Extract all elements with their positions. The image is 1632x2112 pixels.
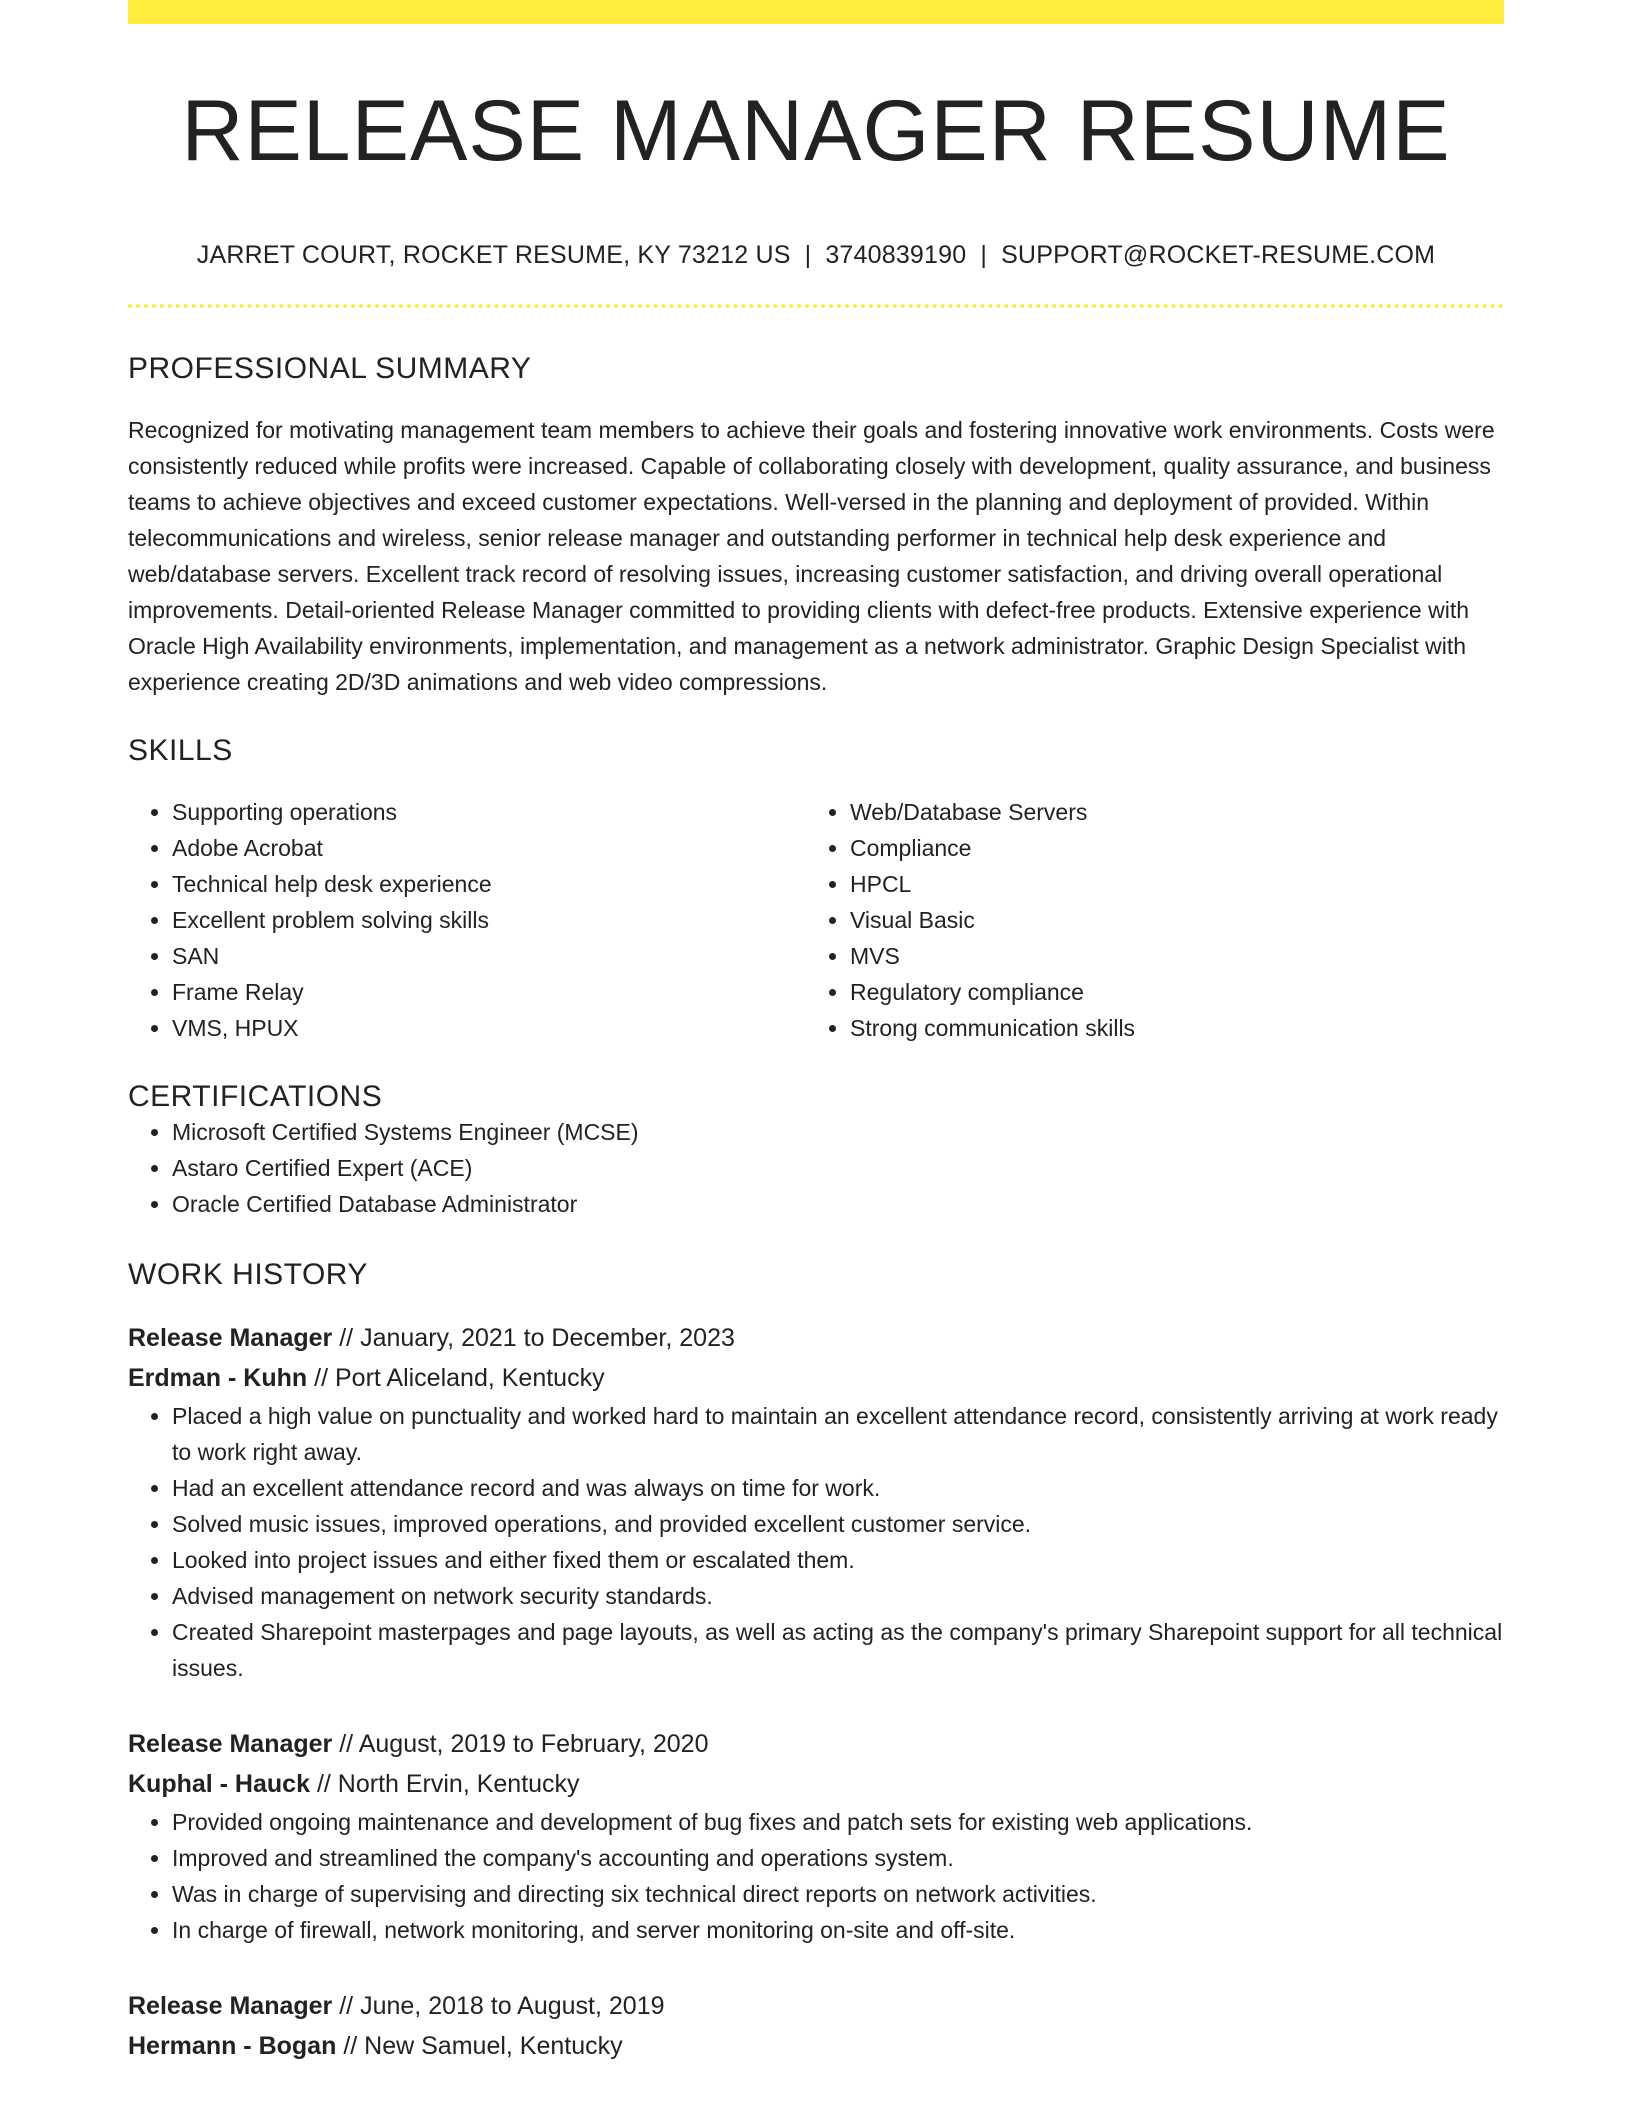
list-item: • Web/Database Servers bbox=[850, 794, 1484, 830]
list-item: • VMS, HPUX bbox=[172, 1010, 806, 1046]
job-separator: // bbox=[339, 1729, 354, 1758]
job-duty: • Advised management on network security standards. bbox=[172, 1578, 1504, 1614]
list-item: • HPCL bbox=[850, 866, 1484, 902]
job-duties-list bbox=[128, 1398, 1504, 1686]
job-duty: • Improved and streamlined the company's accounting and operations system. bbox=[172, 1840, 1504, 1876]
job-company: Erdman - Kuhn bbox=[128, 1363, 308, 1392]
job-duty: • Was in charge of supervising and directing six technical direct reports on network activities. bbox=[172, 1876, 1504, 1912]
list-item: • SAN bbox=[172, 938, 806, 974]
job-entry bbox=[128, 1986, 1504, 2066]
list-item: • Adobe Acrobat bbox=[172, 830, 806, 866]
skills-column-left bbox=[128, 794, 806, 1046]
contact-separator: | bbox=[804, 240, 812, 269]
accent-top-bar bbox=[128, 0, 1504, 24]
job-duty: • In charge of firewall, network monitoring, and server monitoring on-site and off-site. bbox=[172, 1912, 1504, 1948]
job-duty: • Created Sharepoint masterpages and page layouts, as well as acting as the company's primary Sharepoint support for all technical issues. bbox=[172, 1614, 1504, 1686]
list-item: • MVS bbox=[850, 938, 1484, 974]
list-item: • Microsoft Certified Systems Engineer (MCSE) bbox=[172, 1114, 1504, 1150]
job-title-line bbox=[128, 1986, 1504, 2026]
job-location: North Ervin, Kentucky bbox=[337, 1769, 580, 1798]
job-title: Release Manager bbox=[128, 1729, 333, 1758]
skills-column-right bbox=[806, 794, 1484, 1046]
dotted-divider bbox=[128, 304, 1504, 308]
job-entry bbox=[128, 1318, 1504, 1686]
list-item: • Excellent problem solving skills bbox=[172, 902, 806, 938]
certifications-list bbox=[128, 1114, 1504, 1222]
job-dates: August, 2019 to February, 2020 bbox=[358, 1729, 709, 1758]
job-dates: June, 2018 to August, 2019 bbox=[360, 1991, 665, 2020]
job-duties-list bbox=[128, 1804, 1504, 1948]
job-duty: • Provided ongoing maintenance and development of bug fixes and patch sets for existing web applications. bbox=[172, 1804, 1504, 1840]
list-item: • Compliance bbox=[850, 830, 1484, 866]
certifications-heading: CERTIFICATIONS bbox=[128, 1079, 383, 1113]
list-item: • Frame Relay bbox=[172, 974, 806, 1010]
skills-heading: SKILLS bbox=[128, 733, 233, 767]
list-item: • Astaro Certified Expert (ACE) bbox=[172, 1150, 1504, 1186]
job-location: New Samuel, Kentucky bbox=[364, 2031, 623, 2060]
skills-grid bbox=[128, 794, 1504, 1046]
contact-address: JARRET COURT, ROCKET RESUME, KY 73212 US bbox=[196, 240, 791, 269]
job-duty: • Solved music issues, improved operations, and provided excellent customer service. bbox=[172, 1506, 1504, 1542]
list-item: • Supporting operations bbox=[172, 794, 806, 830]
job-title-line bbox=[128, 1318, 1504, 1358]
job-separator: // bbox=[339, 1323, 354, 1352]
job-duty: • Placed a high value on punctuality and worked hard to maintain an excellent attendance record, consistently arriving at work ready to work right away. bbox=[172, 1398, 1504, 1470]
job-entry bbox=[128, 1724, 1504, 1948]
list-item: • Regulatory compliance bbox=[850, 974, 1484, 1010]
contact-email: SUPPORT@ROCKET-RESUME.COM bbox=[1001, 240, 1436, 269]
job-duty: • Looked into project issues and either fixed them or escalated them. bbox=[172, 1542, 1504, 1578]
job-company-line bbox=[128, 2026, 1504, 2066]
job-location: Port Aliceland, Kentucky bbox=[334, 1363, 605, 1392]
list-item: • Strong communication skills bbox=[850, 1010, 1484, 1046]
job-separator: // bbox=[343, 2031, 358, 2060]
job-title: Release Manager bbox=[128, 1323, 333, 1352]
skills-list-right bbox=[806, 794, 1484, 1046]
contact-separator: | bbox=[980, 240, 988, 269]
job-separator: // bbox=[316, 1769, 331, 1798]
skills-list-left bbox=[128, 794, 806, 1046]
list-item: • Technical help desk experience bbox=[172, 866, 806, 902]
job-company: Hermann - Bogan bbox=[128, 2031, 337, 2060]
job-duty: • Had an excellent attendance record and was always on time for work. bbox=[172, 1470, 1504, 1506]
list-item: • Visual Basic bbox=[850, 902, 1484, 938]
summary-heading: PROFESSIONAL SUMMARY bbox=[128, 351, 532, 385]
job-company-line bbox=[128, 1764, 1504, 1804]
contact-line bbox=[128, 241, 1504, 270]
summary-text: Recognized for motivating management team members to achieve their goals and fostering innovative work environments. Costs were consistently reduced while profits were increased. Capable of collaborating closely with development, quality assurance, and business teams to achieve objectives and exceed customer expectations. Well-versed in the planning and deployment of provided. Within telecommunications and wireless, senior release manager and outstanding performer in technical help desk experience and web/database servers. Excellent track record of resolving issues, increasing customer satisfaction, and driving overall operational improvements. Detail-oriented Release Manager committed to providing clients with defect-free products. Extensive experience with Oracle High Availability environments, implementation, and management as a network administrator. Graphic Design Specialist with experience creating 2D/3D animations and web video compressions. bbox=[128, 416, 1495, 695]
list-item: • Oracle Certified Database Administrator bbox=[172, 1186, 1504, 1222]
job-dates: January, 2021 to December, 2023 bbox=[360, 1323, 735, 1352]
resume-title: RELEASE MANAGER RESUME bbox=[181, 83, 1451, 179]
job-separator: // bbox=[339, 1991, 354, 2020]
work-history-heading: WORK HISTORY bbox=[128, 1257, 368, 1291]
resume-page bbox=[128, 0, 1504, 2066]
job-company-line bbox=[128, 1358, 1504, 1398]
work-history-list bbox=[128, 1318, 1504, 2066]
job-separator: // bbox=[314, 1363, 329, 1392]
job-title: Release Manager bbox=[128, 1991, 333, 2020]
job-company: Kuphal - Hauck bbox=[128, 1769, 310, 1798]
job-title-line bbox=[128, 1724, 1504, 1764]
contact-phone: 3740839190 bbox=[825, 240, 967, 269]
